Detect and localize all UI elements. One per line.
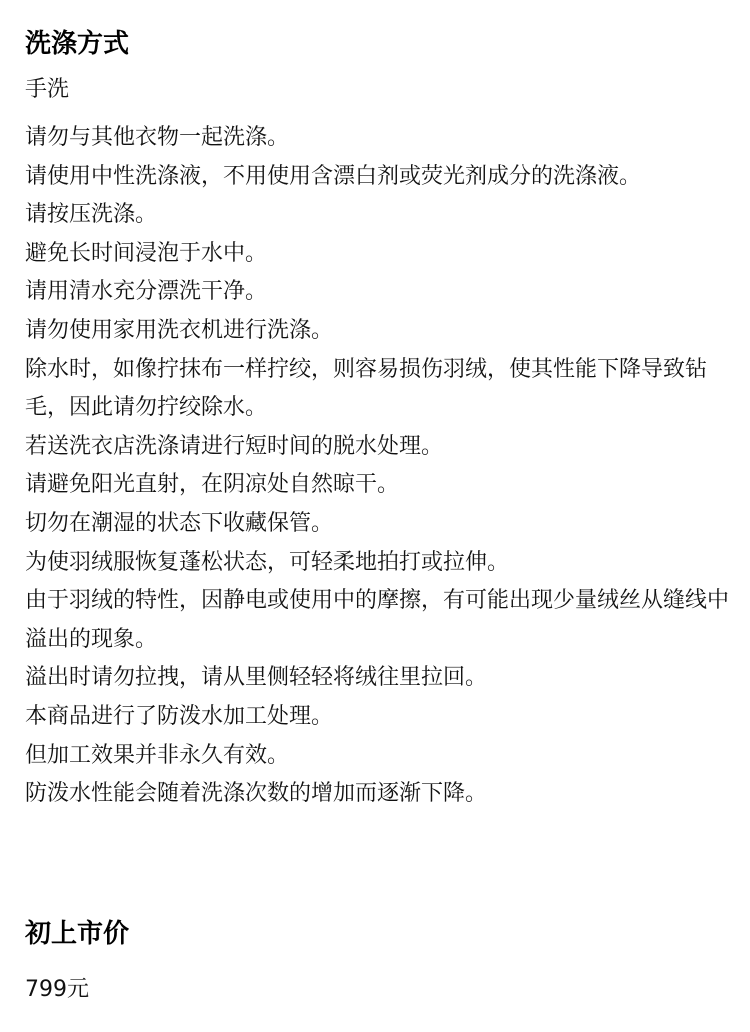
instruction-item: 若送洗衣店洗涤请进行短时间的脱水处理。 (25, 433, 444, 459)
instruction-item: 请勿使用家用洗衣机进行洗涤。 (25, 317, 334, 343)
instruction-item: 防泼水性能会随着洗涤次数的增加而逐渐下降。 (25, 781, 488, 807)
instruction-item: 请勿与其他衣物一起洗涤。 (25, 125, 290, 150)
instruction-item: 请按压洗涤。 (25, 202, 158, 228)
instruction-item: 避免长时间浸泡于水中。 (25, 240, 268, 266)
instruction-item: 由于羽绒的特性，因静电或使用中的摩擦，有可能出现少量绒丝从缝线中溢出的现象。 (25, 588, 730, 652)
instruction-item: 溢出时请勿拉拽，请从里侧轻轻将绒往里拉回。 (25, 665, 488, 691)
instruction-item: 切勿在潮湿的状态下收藏保管。 (25, 510, 334, 536)
wash-instructions-list (25, 119, 730, 814)
wash-method-heading: 洗涤方式 (25, 29, 130, 59)
instruction-item: 为使羽绒服恢复蓬松状态，可轻柔地拍打或拉伸。 (25, 549, 510, 575)
launch-price-value: 799元 (25, 977, 89, 1002)
wash-method-value: 手洗 (25, 77, 70, 102)
instruction-item: 但加工效果并非永久有效。 (25, 742, 290, 768)
instruction-item: 请用清水充分漂洗干净。 (25, 279, 268, 305)
instruction-item: 请避免阳光直射，在阴凉处自然晾干。 (25, 472, 400, 498)
instruction-item: 除水时，如像拧抹布一样拧绞，则容易损伤羽绒，使其性能下降导致钻毛，因此请勿拧绞除水。 (25, 356, 708, 421)
instruction-item: 请使用中性洗涤液，不用使用含漂白剂或荧光剂成分的洗涤液。 (25, 163, 642, 189)
instruction-item: 本商品进行了防泼水加工处理。 (25, 703, 334, 729)
launch-price-heading: 初上市价 (25, 919, 130, 949)
